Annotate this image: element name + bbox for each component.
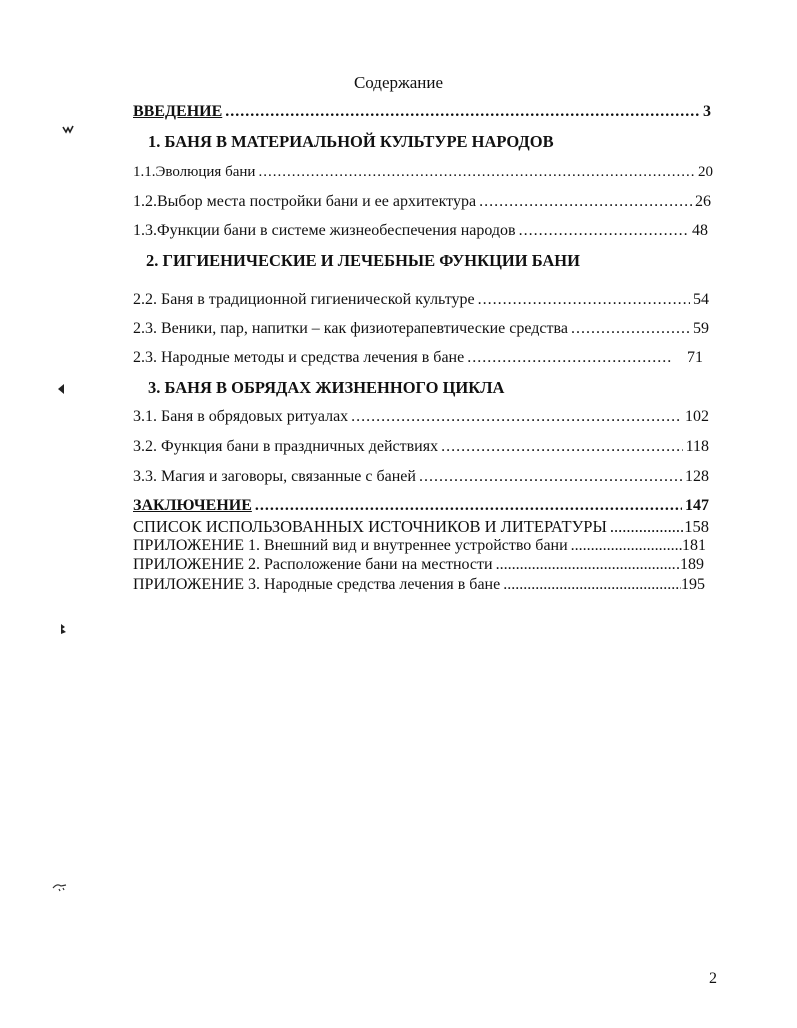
- toc-entry-label: 2.2. Баня в традиционной гигиенической культуре: [133, 291, 475, 308]
- toc-entry-label: ПРИЛОЖЕНИЕ 3. Народные средства лечения в бане: [133, 576, 501, 593]
- leader-dots: [479, 193, 692, 211]
- toc-entry-page: 71: [687, 349, 703, 366]
- toc-entry-page: 181: [682, 537, 706, 554]
- toc-entry-page: 59: [693, 320, 709, 337]
- toc-entry-page: 20: [698, 164, 713, 180]
- toc-entry-3-1: [133, 408, 709, 426]
- leader-dots: [441, 438, 683, 456]
- toc-entry-intro: [133, 103, 711, 121]
- toc-entry-label: ПРИЛОЖЕНИЕ 1. Внешний вид и внутреннее устройство бани: [133, 537, 568, 554]
- toc-entry-page: 195: [681, 576, 705, 593]
- leader-dots: [571, 320, 690, 338]
- toc-entry-appendix-3: [133, 576, 705, 594]
- leader-dots: [478, 291, 690, 309]
- toc-entry-appendix-1: [133, 537, 706, 555]
- toc-entry-label: ВВЕДЕНИЕ: [133, 103, 223, 120]
- toc-entry-label: 3.3. Магия и заговоры, связанные с баней: [133, 468, 416, 485]
- leader-dots: [503, 576, 681, 594]
- toc-entry-page: 54: [693, 291, 709, 308]
- leader-dots: [519, 222, 689, 240]
- toc-entry-1-2: [133, 193, 711, 211]
- toc-entry-label: 3.1. Баня в обрядовых ритуалах: [133, 408, 349, 425]
- toc-entry-3-3: [133, 468, 709, 486]
- toc-entry-label: 3.2. Функция бани в праздничных действиях: [133, 438, 439, 455]
- toc-entry-page: 3: [703, 103, 711, 120]
- toc-entry-label: 2.3. Народные методы и средства лечения в бане: [133, 349, 465, 366]
- scan-speck: [62, 124, 74, 134]
- toc-entry-label: ПРИЛОЖЕНИЕ 2. Расположение бани на местности: [133, 556, 493, 573]
- toc-entry-conclusion: [133, 497, 709, 515]
- leader-dots: [571, 537, 682, 555]
- toc-entry-page: 118: [685, 438, 709, 455]
- toc-entry-page: 158: [684, 517, 709, 536]
- toc-entry-page: 128: [685, 468, 709, 485]
- section-heading-3: 3. БАНЯ В ОБРЯДАХ ЖИЗНЕННОГО ЦИКЛА: [148, 378, 505, 397]
- leader-dots: [225, 103, 700, 121]
- toc-entry-num: 1.2.: [133, 193, 157, 210]
- toc-entry-page: 48: [692, 222, 708, 239]
- leader-dots: [351, 408, 682, 426]
- toc-entry-1-3: [133, 222, 708, 240]
- toc-entry-page: 147: [685, 497, 709, 514]
- toc-entry-page: 102: [685, 408, 709, 425]
- toc-entry-bibliography: [133, 517, 709, 537]
- toc-entry-label: ЗАКЛЮЧЕНИЕ: [133, 497, 252, 514]
- toc-entry-2-2a: [133, 291, 709, 309]
- toc-entry-page: 26: [695, 193, 711, 210]
- leader-dots: [496, 556, 676, 574]
- toc-entry-label: Эволюция бани: [155, 164, 256, 180]
- scan-speck: [58, 623, 68, 635]
- toc-title: Содержание: [353, 73, 444, 92]
- toc-entry-label: Функции бани в системе жизнеобеспечения народов: [157, 222, 516, 239]
- toc-entry-2-3a: [133, 320, 709, 338]
- toc-entry-label: 2.3. Веники, пар, напитки – как физиотерапевтические средства: [133, 320, 568, 337]
- leader-dots: [258, 164, 695, 181]
- toc-entry-page: .189: [676, 556, 704, 573]
- toc-entry-num: 1.1.: [133, 164, 156, 180]
- leader-dots: [419, 468, 682, 486]
- toc-entry-num: 1.3.: [133, 222, 157, 239]
- page-number: 2: [709, 970, 717, 987]
- toc-entry-3-2: [133, 438, 709, 456]
- toc-entry-1-1: [133, 164, 713, 181]
- toc-entry-label: Выбор места постройки бани и ее архитектура: [157, 193, 477, 210]
- leader-dots: [467, 349, 673, 367]
- scan-speck: [52, 882, 68, 892]
- toc-entry-label: СПИСОК ИСПОЛЬЗОВАННЫХ ИСТОЧНИКОВ И ЛИТЕРАТУРЫ: [133, 517, 607, 536]
- section-heading-2: 2. ГИГИЕНИЧЕСКИЕ И ЛЕЧЕБНЫЕ ФУНКЦИИ БАНИ: [146, 251, 580, 270]
- section-heading-1: 1. БАНЯ В МАТЕРИАЛЬНОЙ КУЛЬТУРЕ НАРОДОВ: [148, 132, 554, 151]
- scan-speck: [56, 383, 66, 395]
- leader-dots: [610, 517, 684, 537]
- toc-entry-appendix-2: [133, 556, 704, 574]
- leader-dots: [255, 497, 682, 515]
- toc-entry-2-3b: [133, 349, 703, 367]
